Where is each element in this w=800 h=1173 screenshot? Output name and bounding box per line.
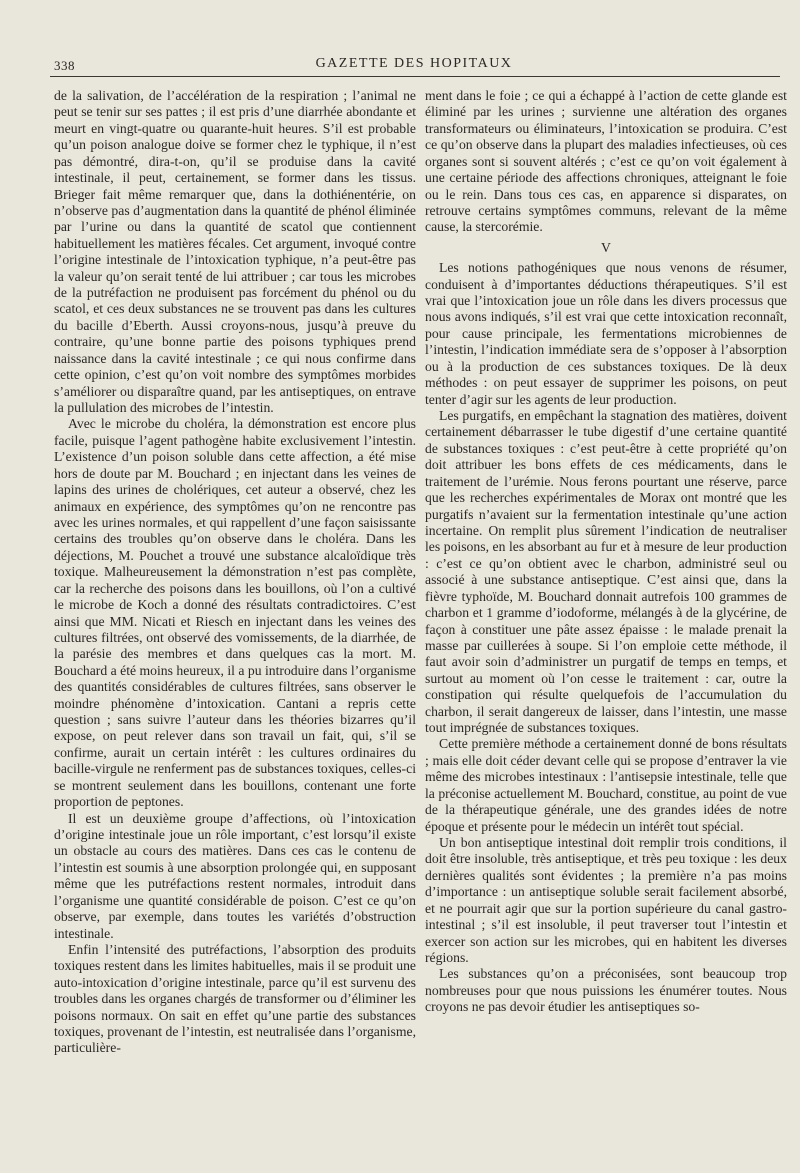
paragraph: Cette première méthode a certainement donné de bons résultats ; mais elle doit céder devant celle qui se propose d’entraver la vie même des microbes intestinaux : l’antisepsie intestinale, telle que la préconise actuellement M. Bouchard, constitue, au point de vue de la thérapeutique générale, une des grandes idées de notre époque et présente pour le médecin un intérêt tout spécial.	[425, 736, 787, 834]
paragraph: ment dans le foie ; ce qui a échappé à l’action de cette glande est éliminé par les urines ; survienne une altération des organes transformateurs ou éliminateurs, l’intoxication se produira. C’est ce qu’on observe dans la plupart des maladies infectieuses, où ces organes sont si souvent altérés ; c’est ce qu’on voit également à une certaine période des affections chroniques, atteignant le foie ou le rein. Dans tous ces cas, en apparence si disparates, on retrouve certains symptômes communs, relevant de la même cause, la stercorémie.	[425, 88, 787, 235]
header-rule	[50, 76, 780, 77]
paragraph: de la salivation, de l’accélération de la respiration ; l’animal ne peut se tenir sur ses pattes ; il est pris d’une diarrhée abondante et meurt en vingt-quatre ou quarante-huit heures. S’il est probable qu’un poison analogue doive se former chez le typhique, il n’est pas démontré, dira-t-on, qu’il se produise dans la cavité intestinale, il peut, certainement, se former dans les tissus. Brieger fait même remarquer que, dans la dothiénentérie, on n’observe pas d’augmentation dans la quantité de phénol éliminée par l’urine ou dans la quantité de scatol que contiennent habituellement les matières fécales. Cet argument, invoqué contre l’origine intestinale de l’intoxication typhique, n’a peut-être pas la valeur qu’on serait tenté de lui attribuer ; car tous les microbes de la putréfaction ne produisent pas forcément du phénol ou du scatol, et ces deux substances ne se trouvent pas dans les cultures du bacille d’Eberth. Aussi croyons-nous, jusqu’à preuve du contraire, qu’une bonne partie des poisons typhiques prend naissance dans la cavité intestinale ; ce qui nous confirme dans cette opinion, c’est qu’on voit nombre des symptômes morbides s’améliorer ou disparaître quand, par les antiseptiques, on entrave la pullulation des microbes de l’intestin.	[54, 88, 416, 416]
right-column	[425, 88, 787, 1016]
paragraph: Les purgatifs, en empêchant la stagnation des matières, doivent certainement débarrasser le tube digestif d’une certaine quantité de substances toxiques : c’est peut-être à cette propriété qu’on doit attribuer les bons effets de ces médicaments, dans le traitement de l’urémie. Nous ferons pourtant une réserve, parce que les recherches expérimentales de Morax ont montré que les purgatifs n’avaient sur la fermentation intestinale qu’une action incertaine. On remplit plus sûrement l’indication de neutraliser les poisons, en les absorbant au fur et à mesure de leur production : c’est ce qu’on obtient avec le charbon, administré seul ou associé à une substance antiseptique. C’est ainsi que, dans la fièvre typhoïde, M. Bouchard donnait autrefois 100 grammes de charbon et 1 gramme d’iodoforme, mélangés à de la glycérine, de façon à constituer une pâte assez épaisse : le malade prenait la masse par cuillerées à soupe. Si l’on emploie cette méthode, il faut avoir soin d’administrer un purgatif de temps en temps, et surtout au moment où l’on cesse le traitement : car, outre la constipation qui résulte quelquefois de l’accumulation du charbon, il serait dangereux de laisser, dans l’intestin, une masse tout imprégnée de substances toxiques.	[425, 408, 787, 736]
paragraph: Les substances qu’on a préconisées, sont beaucoup trop nombreuses pour que nous puissions les énumérer toutes. Nous croyons ne pas devoir étudier les antiseptiques so-	[425, 966, 787, 1015]
paragraph: Avec le microbe du choléra, la démonstration est encore plus facile, puisque l’agent pathogène habite exclusivement l’intestin. L’existence d’un poison soluble dans cette affection, a été mise hors de doute par M. Bouchard ; en injectant dans les veines de lapins des urines de cholériques, cet auteur a observé, chez les animaux en expérience, des symptômes qu’on ne rencontre pas avec les urines normales, et qui rappellent d’une façon saisissante certains des troubles qu’on observe dans le choléra. Dans les déjections, M. Pouchet a trouvé une substance alcaloïdique très toxique. Malheureusement la démonstration n’est pas complète, car la recherche des poisons dans les bouillons, où l’on a cultivé le microbe de Koch a donné des résultats contradictoires. C’est ainsi que MM. Nicati et Riesch en injectant dans les veines des cultures filtrées, ont observé des vomissements, de la diarrhée, de la parésie des membres et dans quelques cas la mort. M. Bouchard a été moins heureux, il a pu introduire dans l’organisme des quantités considérables de cultures filtrées, sans observer le moindre phénomène d’intoxication. Cantani a repris cette question ; sans suivre l’auteur dans les théories bizarres qu’il expose, on peut relever dans son travail un fait, qui, s’il se confirme, aurait un certain intérêt : les cultures ordinaires du bacille-virgule ne renferment pas de substances toxiques, celles-ci se montrent seulement dans les bouillons, contenant une forte proportion de peptones.	[54, 416, 416, 810]
page-number: 338	[54, 58, 75, 73]
paragraph: Les notions pathogéniques que nous venons de résumer, conduisent à d’importantes déductions thérapeutiques. S’il est vrai que l’intoxication joue un rôle dans les divers processus que nous avons indiqués, s’il est vrai que cette intoxication reconnaît, pour cause principale, les fermentations microbiennes de l’intestin, l’indication immédiate sera de s’opposer à l’absorption ou à la production de ces substances toxiques. De là deux méthodes : on peut essayer de supprimer les poisons, on peut tenter d’agir sur les agents de leur production.	[425, 260, 787, 407]
left-column	[54, 88, 416, 1057]
section-numeral: V	[601, 239, 611, 255]
paragraph: Un bon antiseptique intestinal doit remplir trois conditions, il doit être insoluble, très antiseptique, et très peu toxique : les deux dernières qualités sont évidentes ; la première n’a pas moins d’importance : un antiseptique soluble serait facilement absorbé, et ne pourrait agir que sur la portion supérieure du canal gastro-intestinal ; s’il est insoluble, il peut traverser tout l’intestin et exercer son action sur les microbes, qui en habitent les diverses régions.	[425, 834, 787, 965]
paragraph: Il est un deuxième groupe d’affections, où l’intoxication d’origine intestinale joue un rôle important, c’est lorsqu’il existe un obstacle au cours des matières. Dans ces cas le contenu de l’intestin est soumis à une absorption prolongée qui, en supposant même que les putréfactions restent normales, introduit dans l’organisme une quantité considérable de poison. C’est ce qu’on observe, par exemple, dans toutes les variétés d’obstruction intestinale.	[54, 810, 416, 941]
page-header	[48, 52, 780, 76]
paragraph: Enfin l’intensité des putréfactions, l’absorption des produits toxiques restent dans les limites habituelles, mais il se produit une auto-intoxication d’origine intestinale, parce qu’il est survenu des troubles dans les organes chargés de transformer ou d’éliminer les poisons normaux. On sait en effet qu’une partie des substances toxiques, provenant de l’intestin, est neutralisée dans l’organisme, particulière-	[54, 941, 416, 1056]
journal-title: GAZETTE DES HOPITAUX	[315, 56, 513, 71]
